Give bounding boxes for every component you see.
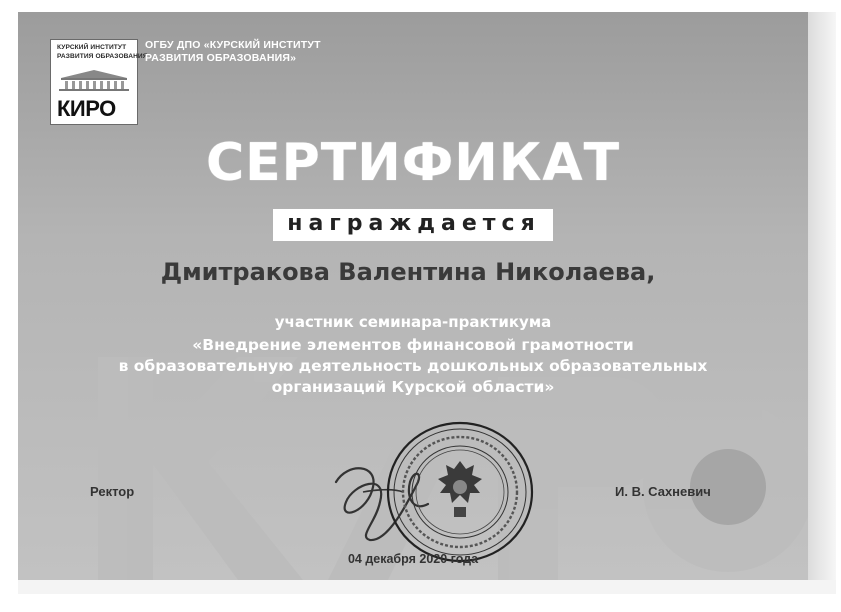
awarded-label-wrap — [18, 209, 808, 241]
official-seal — [384, 419, 536, 565]
awarded-label: награждается — [273, 209, 552, 241]
issue-date: 04 декабря 2020 года — [347, 552, 479, 566]
institute-logo — [50, 39, 148, 125]
certificate-sheet — [18, 12, 808, 580]
organization-name-line-2: РАЗВИТИЯ ОБРАЗОВАНИЯ» — [145, 52, 297, 64]
event-title — [18, 335, 808, 398]
organization-name-line-1: ОГБУ ДПО «КУРСКИЙ ИНСТИТУТ — [145, 39, 321, 51]
logo-text-line-1: КУРСКИЙ ИНСТИТУТ — [57, 44, 127, 51]
recipient-name: Дмитракова Валентина Николаева, — [160, 258, 656, 286]
building-icon — [57, 68, 131, 92]
page-edge — [808, 12, 836, 592]
certificate-title: СЕРТИФИКАТ — [205, 133, 621, 193]
logo-text-line-2: РАЗВИТИЯ ОБРАЗОВАНИЯ — [57, 53, 148, 60]
page-bottom-margin — [18, 580, 836, 594]
event-title-line-2: в образовательную деятельность дошкольных образовательных — [118, 357, 708, 375]
event-title-line-1: «Внедрение элементов финансовой грамотности — [192, 336, 634, 354]
participant-role: участник семинара-практикума — [274, 313, 552, 331]
logo-wordmark: КИРО — [57, 96, 116, 121]
rector-label: Ректор — [90, 484, 135, 499]
event-title-line-3: организаций Курской области» — [271, 378, 555, 396]
organization-name — [145, 39, 321, 65]
signer-name: И. В. Сахневич — [615, 484, 711, 499]
